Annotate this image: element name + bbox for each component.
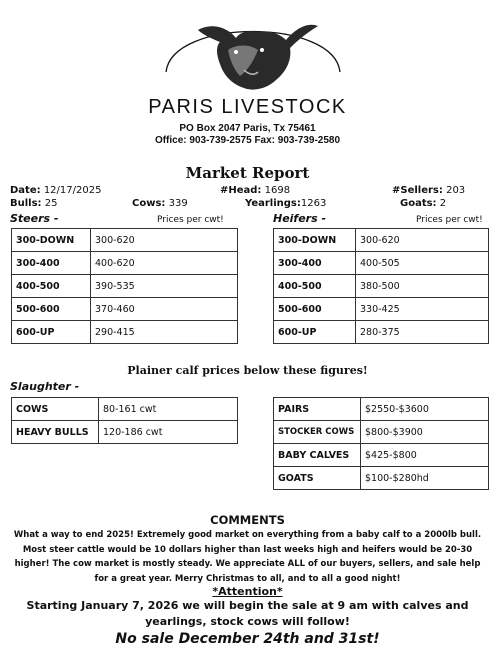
- phone-line: Office: 903-739-2575 Fax: 903-739-2580: [154, 135, 341, 146]
- goats-stat: Goats: 2: [400, 198, 447, 209]
- table-row: PAIRS $2550-$3600: [274, 398, 489, 421]
- table-row: STOCKER COWS $800-$3900: [274, 421, 489, 444]
- bulls-stat: Bulls: 25: [10, 198, 58, 209]
- slaughter-table: [11, 397, 238, 444]
- comments-heading: COMMENTS: [210, 513, 285, 527]
- report-title: Market Report: [185, 164, 310, 182]
- table-row: 400-500 380-500: [274, 275, 489, 298]
- steers-table: [11, 228, 238, 344]
- comments-text: What a way to end 2025! Extremely good market on everything from a baby calf to a 2000lb bull. Most steer cattle would be 10 dollars higher than last weeks high and heifers would be 20-30 higher! The cow market is mostly steady. We appreciate ALL of our buyers, sellers, and sale help for a great year. Merry Christmas to all, and to all a good night!: [13, 530, 482, 584]
- table-row: 300-400 400-620: [12, 252, 238, 275]
- table-row: 300-DOWN 300-620: [12, 229, 238, 252]
- bull-logo-icon: [158, 0, 348, 94]
- table-row: 500-600 370-460: [12, 298, 238, 321]
- steers-label: Steers -: [10, 212, 59, 225]
- cows-stat: Cows: 339: [132, 198, 188, 209]
- table-row: GOATS $100-$280hd: [274, 467, 489, 490]
- yearlings-stat: Yearlings:1263: [245, 198, 327, 209]
- table-row: 600-UP 290-415: [12, 321, 238, 344]
- table-row: 300-400 400-505: [274, 252, 489, 275]
- heifers-prices-note: Prices per cwt!: [416, 215, 483, 225]
- heifers-label: Heifers -: [273, 212, 327, 225]
- heifers-table: [273, 228, 489, 344]
- table-row: 600-UP 280-375: [274, 321, 489, 344]
- table-row: 500-600 330-425: [274, 298, 489, 321]
- table-row: BABY CALVES $425-$800: [274, 444, 489, 467]
- steers-prices-note: Prices per cwt!: [157, 215, 224, 225]
- sellers-stat: #Sellers: 203: [392, 185, 466, 196]
- other-prices-table: [273, 397, 489, 490]
- slaughter-label: Slaughter -: [10, 380, 80, 393]
- table-row: 400-500 390-535: [12, 275, 238, 298]
- brand-name: PARIS LIVESTOCK: [148, 96, 347, 118]
- starting-notice: Starting January 7, 2026 we will begin the sale at 9 am with calves and yearlings, stock cows will follow!: [26, 599, 469, 628]
- no-sale-notice: No sale December 24th and 31st!: [115, 631, 380, 647]
- address-line: PO Box 2047 Paris, Tx 75461: [179, 123, 316, 134]
- table-row: 300-DOWN 300-620: [274, 229, 489, 252]
- plainer-note: Plainer calf prices below these figures!: [127, 364, 368, 377]
- table-row: HEAVY BULLS 120-186 cwt: [12, 421, 238, 444]
- head-stat: #Head: 1698: [220, 185, 291, 196]
- date-stat: Date: 12/17/2025: [10, 185, 102, 196]
- attention-heading: *Attention*: [212, 585, 283, 598]
- table-row: COWS 80-161 cwt: [12, 398, 238, 421]
